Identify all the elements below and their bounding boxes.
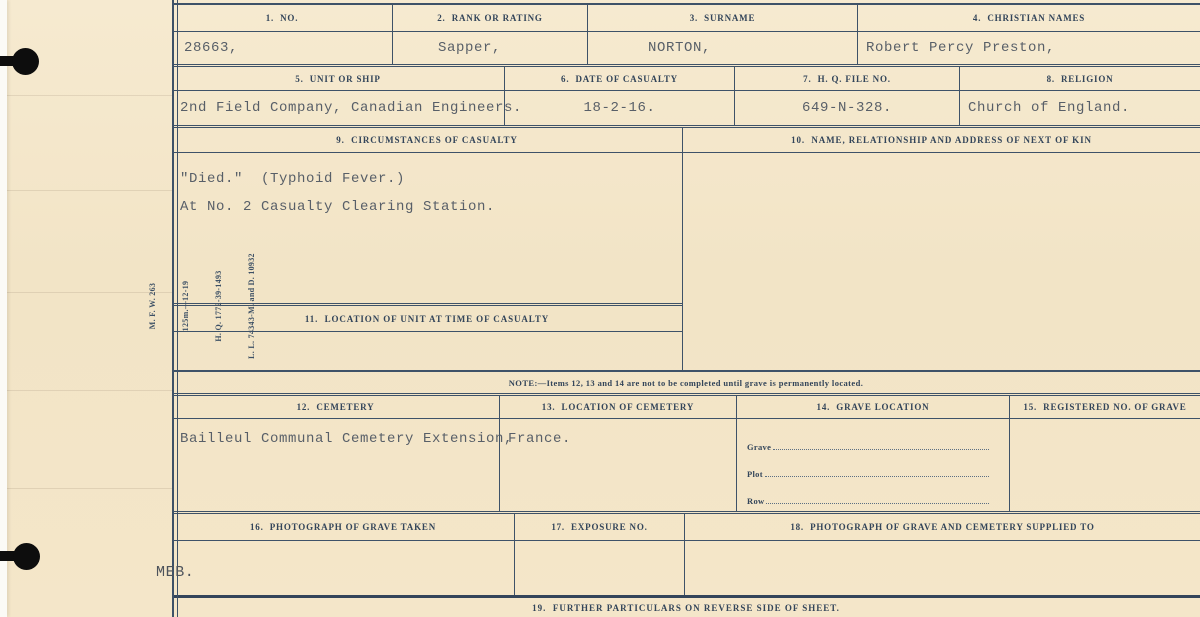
form-number-stamp bbox=[125, 251, 256, 361]
section-location-of-unit bbox=[172, 303, 682, 332]
section-location-of-unit-label: 11. LOCATION OF UNIT AT TIME OF CASUALTY bbox=[172, 306, 682, 332]
punch-hole-top-icon bbox=[12, 48, 39, 75]
field-cemetery bbox=[172, 396, 514, 511]
field-no-value: 28663, bbox=[184, 40, 239, 56]
row-line bbox=[747, 479, 995, 506]
field-date-of-casualty-value: 18-2-16. bbox=[583, 100, 656, 116]
card-left-border-inner bbox=[177, 0, 179, 617]
grave-line-label: Grave bbox=[747, 442, 772, 452]
field-surname-label: 3. SURNAME bbox=[588, 5, 857, 32]
dotted-leader bbox=[765, 476, 989, 477]
field-rank bbox=[393, 5, 588, 64]
dotted-leader bbox=[773, 449, 989, 450]
field-photo-taken bbox=[172, 514, 515, 595]
margin-rule-line bbox=[0, 190, 172, 191]
field-cemetery-value: Bailleul Communal Cemetery Extension, bbox=[180, 431, 514, 447]
field-christian-names-value: Robert Percy Preston, bbox=[866, 40, 1056, 56]
field-photo-supplied-label: 18. PHOTOGRAPH OF GRAVE AND CEMETERY SUPPLIED TO bbox=[685, 514, 1200, 541]
margin-rule-line bbox=[0, 95, 172, 96]
field-religion-label: 8. RELIGION bbox=[960, 67, 1200, 91]
margin-rule-line bbox=[0, 390, 172, 391]
row-line-label: Row bbox=[747, 496, 765, 506]
field-hq-file-no-label: 7. H. Q. FILE NO. bbox=[735, 67, 959, 91]
grave-fields-row bbox=[172, 396, 1200, 514]
punch-hole-bottom-icon bbox=[13, 543, 40, 570]
fields-row-1 bbox=[172, 3, 1200, 67]
stamp-line: H. Q. 1772-39-1493 bbox=[214, 270, 223, 342]
circumstances-line-1: "Died." (Typhoid Fever.) bbox=[180, 171, 406, 187]
field-surname bbox=[588, 5, 858, 64]
field-unit-label: 5. UNIT OR SHIP bbox=[172, 67, 504, 91]
grave-line bbox=[747, 425, 995, 452]
field-photo-supplied bbox=[685, 514, 1200, 595]
field-rank-label: 2. RANK OR RATING bbox=[393, 5, 587, 32]
field-cemetery-location-label: 13. LOCATION OF CEMETERY bbox=[500, 396, 736, 419]
field-date-of-casualty-label: 6. DATE OF CASUALTY bbox=[505, 67, 734, 91]
footer-text: 19. FURTHER PARTICULARS ON REVERSE SIDE OF SHEET. bbox=[532, 602, 840, 613]
plot-line bbox=[747, 452, 995, 479]
field-unit-value: 2nd Field Company, Canadian Engineers. bbox=[180, 100, 523, 116]
circumstances-line-2: At No. 2 Casualty Clearing Station. bbox=[180, 199, 496, 215]
field-date-of-casualty bbox=[505, 67, 735, 125]
fields-row-2 bbox=[172, 67, 1200, 128]
field-grave-location-label: 14. GRAVE LOCATION bbox=[737, 396, 1009, 419]
photograph-fields-row bbox=[172, 514, 1200, 598]
note-band bbox=[172, 370, 1200, 396]
field-registered-no-label: 15. REGISTERED NO. OF GRAVE bbox=[1010, 396, 1200, 419]
field-religion bbox=[960, 67, 1200, 125]
clerk-annotation: MEB. bbox=[156, 564, 195, 581]
field-hq-file-no bbox=[735, 67, 960, 125]
card-left-border-outer bbox=[172, 0, 174, 617]
field-christian-names bbox=[858, 5, 1200, 64]
field-cemetery-location-value: France. bbox=[508, 431, 572, 447]
field-hq-file-no-value: 649-N-328. bbox=[801, 100, 892, 116]
field-photo-taken-label: 16. PHOTOGRAPH OF GRAVE TAKEN bbox=[172, 514, 514, 541]
field-exposure-no-label: 17. EXPOSURE NO. bbox=[515, 514, 684, 541]
section-next-of-kin bbox=[683, 128, 1200, 370]
note-text: NOTE:—Items 12, 13 and 14 are not to be completed until grave is permanently located. bbox=[508, 377, 864, 388]
field-exposure-no bbox=[515, 514, 685, 595]
section-next-of-kin-label: 10. NAME, RELATIONSHIP AND ADDRESS OF NEXT OF KIN bbox=[683, 128, 1200, 153]
field-unit bbox=[172, 67, 523, 125]
field-rank-value: Sapper, bbox=[438, 40, 502, 56]
page-left-edge bbox=[0, 0, 7, 617]
middle-sections bbox=[172, 128, 1200, 370]
stamp-line: M. F. W. 263 bbox=[148, 282, 157, 330]
field-no-label: 1. NO. bbox=[172, 5, 392, 32]
stamp-line: L. L. 74343-M. and D. 10932 bbox=[247, 253, 256, 359]
section-circumstances bbox=[172, 128, 683, 370]
field-christian-names-label: 4. CHRISTIAN NAMES bbox=[858, 5, 1200, 32]
field-cemetery-label: 12. CEMETERY bbox=[172, 396, 499, 419]
margin-rule-line bbox=[0, 488, 172, 489]
field-cemetery-location bbox=[500, 396, 737, 511]
footer-band bbox=[172, 598, 1200, 617]
casualty-form-card bbox=[172, 0, 1200, 617]
plot-line-label: Plot bbox=[747, 469, 763, 479]
dotted-leader bbox=[766, 503, 989, 504]
field-no bbox=[172, 5, 393, 64]
stamp-line: 125m.—12-19 bbox=[181, 280, 190, 332]
field-religion-value: Church of England. bbox=[968, 100, 1131, 116]
section-circumstances-label: 9. CIRCUMSTANCES OF CASUALTY bbox=[172, 128, 682, 153]
field-registered-no bbox=[1010, 396, 1200, 511]
field-surname-value: NORTON, bbox=[648, 40, 712, 56]
field-grave-location bbox=[737, 396, 1010, 511]
